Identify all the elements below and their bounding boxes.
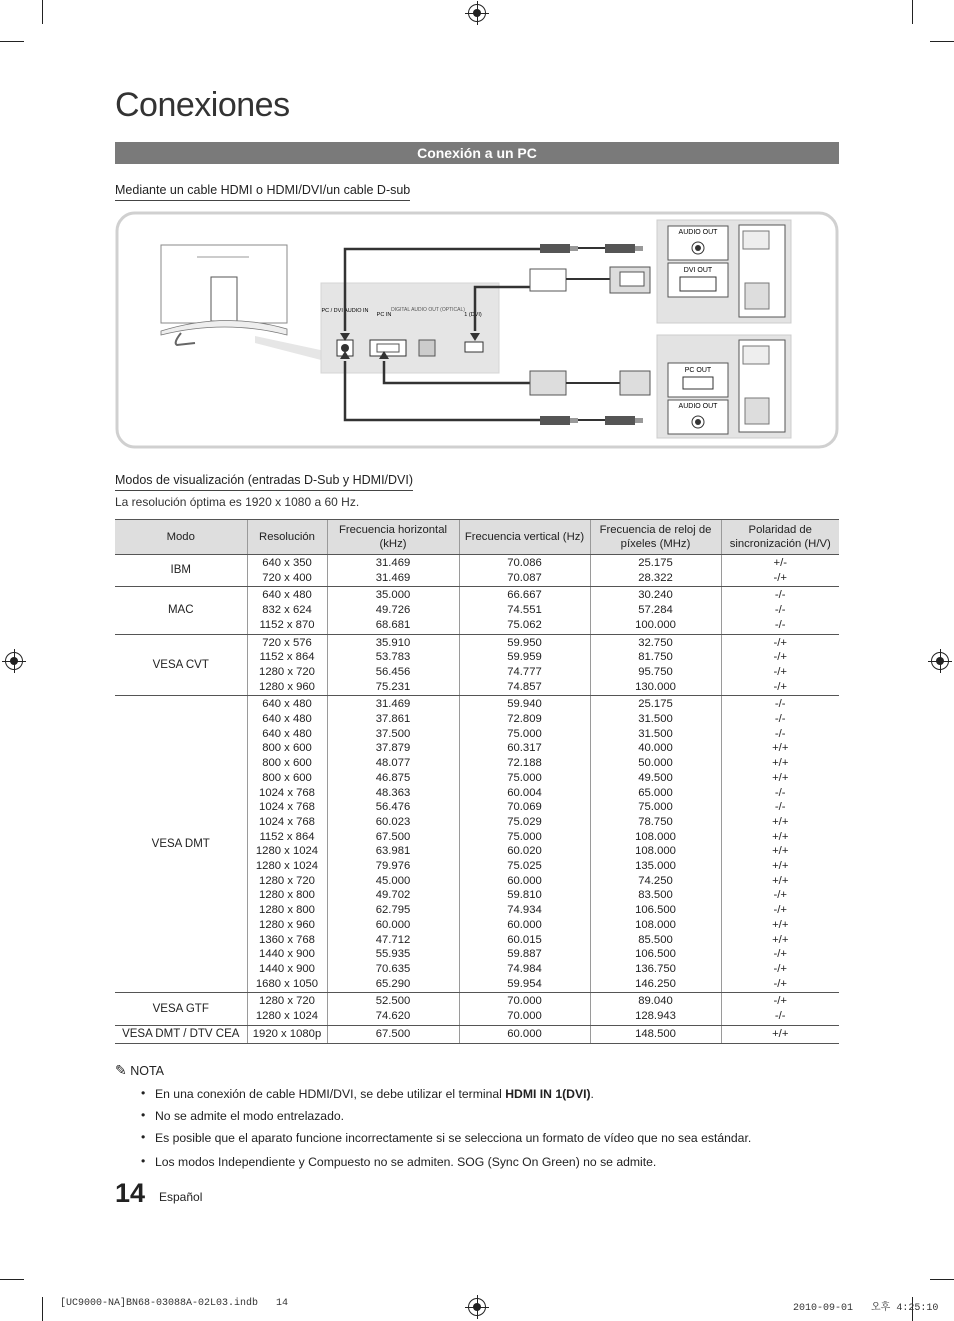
cell-value: 75.231 bbox=[375, 680, 411, 693]
registration-mark-icon bbox=[468, 4, 486, 22]
cell-value: 60.000 bbox=[507, 874, 542, 887]
svg-text:AUDIO OUT: AUDIO OUT bbox=[678, 403, 718, 410]
cell-value: 56.456 bbox=[375, 665, 411, 678]
cell-value: 53.783 bbox=[375, 651, 411, 664]
cell-value: 1360 x 768 bbox=[259, 933, 315, 946]
cell-value: 100.000 bbox=[635, 618, 676, 631]
crop-mark bbox=[912, 0, 913, 24]
cell-value: 1280 x 960 bbox=[259, 918, 315, 931]
cell-value: 65.000 bbox=[638, 786, 673, 799]
cell-value: -/+ bbox=[773, 995, 787, 1008]
polarity-cell bbox=[721, 587, 839, 634]
table-row bbox=[115, 634, 839, 696]
tv-port-label: 1 (DVI) bbox=[464, 312, 482, 318]
cell-value: -/+ bbox=[773, 904, 787, 917]
page-title: Conexiones bbox=[115, 86, 290, 124]
polarity-cell bbox=[721, 993, 839, 1025]
tv-port-label: DIGITAL AUDIO OUT (OPTICAL) bbox=[391, 307, 465, 313]
cell-value: 74.857 bbox=[507, 680, 542, 693]
cell-value: -/+ bbox=[773, 680, 787, 693]
cell-value: 74.984 bbox=[507, 962, 542, 975]
cell-value: +/+ bbox=[772, 757, 789, 770]
cell-value: 67.500 bbox=[375, 1027, 411, 1040]
cell-value: 68.681 bbox=[375, 618, 411, 631]
cell-value: 135.000 bbox=[635, 860, 676, 873]
cell-value: 40.000 bbox=[638, 742, 673, 755]
cell-value: 148.500 bbox=[635, 1027, 676, 1040]
pencil-icon: ✎ bbox=[115, 1062, 127, 1078]
cell-value: 60.004 bbox=[507, 786, 542, 799]
cell-value: 31.469 bbox=[375, 571, 411, 584]
cell-value: 31.500 bbox=[638, 727, 673, 740]
h-freq-cell bbox=[327, 696, 459, 993]
svg-text:AUDIO OUT: AUDIO OUT bbox=[678, 229, 718, 236]
svg-text:PC OUT: PC OUT bbox=[684, 367, 712, 374]
cell-value: 59.954 bbox=[507, 977, 542, 990]
cell-value: 50.000 bbox=[638, 757, 673, 770]
cell-value: -/- bbox=[774, 786, 786, 799]
mode-cell: VESA DMT / DTV CEA bbox=[115, 1025, 247, 1043]
pixel-clock-cell bbox=[590, 634, 721, 696]
cell-value: 59.950 bbox=[507, 636, 542, 649]
pixel-clock-cell bbox=[590, 555, 721, 587]
cell-value: 70.086 bbox=[507, 557, 542, 569]
cell-value: -/- bbox=[774, 589, 786, 602]
cell-value: 56.476 bbox=[375, 801, 411, 814]
cell-value: 75.062 bbox=[507, 618, 542, 631]
cell-value: 32.750 bbox=[638, 636, 673, 649]
cell-value: 83.500 bbox=[638, 889, 673, 902]
table-row bbox=[115, 696, 839, 993]
cell-value: 89.040 bbox=[638, 995, 673, 1008]
cell-value: 1280 x 720 bbox=[259, 995, 315, 1008]
cell-value: 52.500 bbox=[375, 995, 411, 1008]
cell-value: 800 x 600 bbox=[262, 757, 312, 770]
cell-value: 75.000 bbox=[507, 830, 542, 843]
tv-port-label: PC IN bbox=[376, 312, 392, 318]
h-freq-cell bbox=[327, 587, 459, 634]
v-freq-cell bbox=[459, 696, 590, 993]
cell-value: -/+ bbox=[773, 665, 787, 678]
column-header: Polaridad de sincronización (H/V) bbox=[721, 520, 839, 555]
cell-value: 106.500 bbox=[635, 904, 676, 917]
cell-value: -/- bbox=[774, 698, 786, 711]
cell-value: +/+ bbox=[772, 771, 789, 784]
pixel-clock-cell bbox=[590, 696, 721, 993]
cell-value: -/+ bbox=[773, 636, 787, 649]
cell-value: 108.000 bbox=[635, 918, 676, 931]
cell-value: +/- bbox=[773, 557, 787, 569]
cell-value: 74.250 bbox=[638, 874, 673, 887]
display-modes-table bbox=[115, 519, 839, 1044]
cell-value: 1152 x 870 bbox=[259, 618, 315, 631]
cell-value: 640 x 480 bbox=[262, 713, 312, 726]
cell-value: 37.500 bbox=[375, 727, 411, 740]
polarity-cell bbox=[721, 634, 839, 696]
cell-value: -/- bbox=[774, 1010, 786, 1023]
column-header: Frecuencia vertical (Hz) bbox=[459, 520, 590, 555]
cell-value: 640 x 480 bbox=[262, 698, 312, 711]
h-freq-cell bbox=[327, 555, 459, 587]
v-freq-cell bbox=[459, 555, 590, 587]
pixel-clock-cell bbox=[590, 587, 721, 634]
page-number: 14 bbox=[115, 1178, 146, 1208]
cell-value: +/+ bbox=[772, 860, 789, 873]
cell-value: 75.029 bbox=[507, 815, 542, 828]
cell-value: 63.981 bbox=[375, 845, 411, 858]
cell-value: +/+ bbox=[772, 874, 789, 887]
cell-value: -/+ bbox=[773, 889, 787, 902]
cell-value: 74.934 bbox=[507, 904, 542, 917]
cell-value: 832 x 624 bbox=[262, 604, 312, 617]
mode-cell: MAC bbox=[115, 587, 247, 634]
tv-port-panel bbox=[321, 283, 499, 373]
cell-value: 1440 x 900 bbox=[259, 948, 315, 961]
polarity-cell bbox=[721, 1025, 839, 1043]
cell-value: 31.500 bbox=[638, 713, 673, 726]
cell-value: 1280 x 1024 bbox=[255, 1010, 319, 1023]
cell-value: 37.879 bbox=[375, 742, 411, 755]
registration-mark-icon bbox=[5, 652, 23, 670]
cell-value: 108.000 bbox=[635, 845, 676, 858]
cell-value: 62.795 bbox=[375, 904, 411, 917]
cell-value: 81.750 bbox=[638, 651, 673, 664]
cell-value: -/+ bbox=[773, 571, 787, 584]
optimal-resolution-text: La resolución óptima es 1920 x 1080 a 60 Hz. bbox=[115, 495, 360, 509]
cell-value: 640 x 480 bbox=[262, 589, 312, 602]
column-header: Frecuencia horizontal (kHz) bbox=[327, 520, 459, 555]
cell-value: 106.500 bbox=[635, 948, 676, 961]
cell-value: 60.317 bbox=[507, 742, 542, 755]
cell-value: 1024 x 768 bbox=[259, 801, 315, 814]
cell-value: +/+ bbox=[772, 845, 789, 858]
polarity-cell bbox=[721, 555, 839, 587]
cell-value: 74.777 bbox=[507, 665, 542, 678]
cell-value: 70.000 bbox=[507, 1010, 542, 1023]
cell-value: -/- bbox=[774, 801, 786, 814]
crop-mark bbox=[42, 1297, 43, 1321]
cell-value: 75.025 bbox=[507, 860, 542, 873]
cell-value: 49.500 bbox=[638, 771, 673, 784]
cell-value: 31.469 bbox=[375, 698, 411, 711]
cell-value: 35.910 bbox=[375, 636, 411, 649]
table-row bbox=[115, 993, 839, 1025]
cell-value: -/- bbox=[774, 713, 786, 726]
resolutions-cell bbox=[247, 587, 327, 634]
connection-diagram bbox=[115, 211, 839, 449]
cell-value: 74.620 bbox=[375, 1010, 411, 1023]
cell-value: 1280 x 960 bbox=[259, 680, 315, 693]
cell-value: 85.500 bbox=[638, 933, 673, 946]
cell-value: +/+ bbox=[772, 742, 789, 755]
cell-value: 31.469 bbox=[375, 557, 411, 569]
cell-value: -/- bbox=[774, 727, 786, 740]
column-header: Frecuencia de reloj de píxeles (MHz) bbox=[590, 520, 721, 555]
pixel-clock-cell bbox=[590, 993, 721, 1025]
cell-value: 75.000 bbox=[507, 727, 542, 740]
mode-cell: VESA DMT bbox=[115, 696, 247, 993]
mode-cell: VESA GTF bbox=[115, 993, 247, 1025]
tv-port-label: PC / DVI AUDIO IN bbox=[321, 308, 369, 314]
cell-value: 65.290 bbox=[375, 977, 411, 990]
cell-value: 1024 x 768 bbox=[259, 786, 315, 799]
cell-value: 75.000 bbox=[507, 771, 542, 784]
polarity-cell bbox=[721, 696, 839, 993]
cell-value: +/+ bbox=[772, 933, 789, 946]
page-language: Español bbox=[159, 1190, 203, 1204]
cell-value: 66.667 bbox=[507, 589, 542, 602]
h-freq-cell bbox=[327, 634, 459, 696]
cell-value: -/+ bbox=[773, 962, 787, 975]
cell-value: 136.750 bbox=[635, 962, 676, 975]
svg-text:DVI OUT: DVI OUT bbox=[683, 267, 713, 274]
cell-value: 67.500 bbox=[375, 830, 411, 843]
pc-panel-top bbox=[657, 220, 791, 323]
cell-value: 49.726 bbox=[375, 604, 411, 617]
mode-cell: IBM bbox=[115, 555, 247, 587]
cell-value: 37.861 bbox=[375, 713, 411, 726]
cell-value: -/+ bbox=[773, 651, 787, 664]
cell-value: 1440 x 900 bbox=[259, 962, 315, 975]
cell-value: 1152 x 864 bbox=[259, 651, 315, 664]
cell-value: 60.000 bbox=[507, 918, 542, 931]
cell-value: +/+ bbox=[772, 1027, 789, 1040]
note-heading bbox=[115, 1062, 164, 1079]
cell-value: 1024 x 768 bbox=[259, 815, 315, 828]
cell-value: 1280 x 1024 bbox=[255, 845, 319, 858]
cell-value: -/+ bbox=[773, 948, 787, 961]
cell-value: 640 x 350 bbox=[262, 557, 312, 569]
cell-value: 55.935 bbox=[375, 948, 411, 961]
resolutions-cell bbox=[247, 993, 327, 1025]
cell-value: 48.363 bbox=[375, 786, 411, 799]
cell-value: 1280 x 800 bbox=[259, 904, 315, 917]
cell-value: 72.809 bbox=[507, 713, 542, 726]
cell-value: 72.188 bbox=[507, 757, 542, 770]
cell-value: 74.551 bbox=[507, 604, 542, 617]
cell-value: 49.702 bbox=[375, 889, 411, 902]
v-freq-cell bbox=[459, 587, 590, 634]
cell-value: 25.175 bbox=[638, 698, 673, 711]
resolutions-cell bbox=[247, 696, 327, 993]
resolutions-cell bbox=[247, 555, 327, 587]
column-header: Resolución bbox=[247, 520, 327, 555]
crop-mark bbox=[930, 41, 954, 42]
v-freq-cell bbox=[459, 634, 590, 696]
cell-value: 60.020 bbox=[507, 845, 542, 858]
resolutions-cell bbox=[247, 634, 327, 696]
mode-cell: VESA CVT bbox=[115, 634, 247, 696]
cell-value: 70.635 bbox=[375, 962, 411, 975]
cell-value: -/+ bbox=[773, 977, 787, 990]
cell-value: +/+ bbox=[772, 815, 789, 828]
cell-value: 60.015 bbox=[507, 933, 542, 946]
column-header: Modo bbox=[115, 520, 247, 555]
cell-value: 79.976 bbox=[375, 860, 411, 873]
cell-value: 28.322 bbox=[638, 571, 673, 584]
cell-value: 146.250 bbox=[635, 977, 676, 990]
cell-value: 1280 x 720 bbox=[259, 874, 315, 887]
cell-value: 720 x 400 bbox=[262, 571, 312, 584]
cell-value: 800 x 600 bbox=[262, 771, 312, 784]
modes-subheading: Modos de visualización (entradas D-Sub y HDMI/DVI) bbox=[115, 473, 413, 491]
cell-value: 35.000 bbox=[375, 589, 411, 602]
cell-value: 800 x 600 bbox=[262, 742, 312, 755]
cell-value: 59.887 bbox=[507, 948, 542, 961]
h-freq-cell bbox=[327, 1025, 459, 1043]
table-row bbox=[115, 555, 839, 587]
cell-value: 25.175 bbox=[638, 557, 673, 569]
crop-mark bbox=[930, 1279, 954, 1280]
cell-value: +/+ bbox=[772, 830, 789, 843]
cell-value: 1280 x 1024 bbox=[255, 860, 319, 873]
pixel-clock-cell bbox=[590, 1025, 721, 1043]
cell-value: 59.959 bbox=[507, 651, 542, 664]
crop-mark bbox=[0, 1279, 24, 1280]
section-title: Conexión a un PC bbox=[115, 142, 839, 164]
h-freq-cell bbox=[327, 993, 459, 1025]
cell-value: 130.000 bbox=[635, 680, 676, 693]
cell-value: 70.069 bbox=[507, 801, 542, 814]
note-label: NOTA bbox=[130, 1064, 165, 1078]
table-row bbox=[115, 1025, 839, 1043]
cell-value: 47.712 bbox=[375, 933, 411, 946]
cell-value: 75.000 bbox=[638, 801, 673, 814]
cell-value: 70.000 bbox=[507, 995, 542, 1008]
resolutions-cell bbox=[247, 1025, 327, 1043]
cell-value: 1280 x 720 bbox=[259, 665, 315, 678]
cell-value: 640 x 480 bbox=[262, 727, 312, 740]
cell-value: 60.023 bbox=[375, 815, 411, 828]
cell-value: 60.000 bbox=[507, 1027, 542, 1040]
table-row bbox=[115, 587, 839, 634]
cell-value: 108.000 bbox=[635, 830, 676, 843]
cell-value: 70.087 bbox=[507, 571, 542, 584]
cell-value: 1280 x 800 bbox=[259, 889, 315, 902]
cell-value: 1152 x 864 bbox=[259, 830, 315, 843]
registration-mark-icon bbox=[931, 652, 949, 670]
cell-value: 57.284 bbox=[638, 604, 673, 617]
cell-value: 1920 x 1080p bbox=[252, 1027, 322, 1040]
cell-value: 46.875 bbox=[375, 771, 411, 784]
cell-value: 59.810 bbox=[507, 889, 542, 902]
cell-value: -/- bbox=[774, 604, 786, 617]
print-date: 2010-09-01 오후 4:25:10 bbox=[793, 1303, 939, 1314]
cell-value: 95.750 bbox=[638, 665, 673, 678]
cell-value: +/+ bbox=[772, 918, 789, 931]
cell-value: 128.943 bbox=[635, 1010, 676, 1023]
cell-value: 59.940 bbox=[507, 698, 542, 711]
v-freq-cell bbox=[459, 993, 590, 1025]
registration-mark-icon bbox=[468, 1298, 486, 1316]
cell-value: 78.750 bbox=[638, 815, 673, 828]
cell-value: 720 x 576 bbox=[262, 636, 312, 649]
cell-value: -/- bbox=[774, 618, 786, 631]
cell-value: 45.000 bbox=[375, 874, 411, 887]
crop-mark bbox=[42, 0, 43, 24]
print-file-info: [UC9000-NA]BN68-03088A-02L03.indb 14 bbox=[60, 1298, 289, 1309]
cell-value: 1680 x 1050 bbox=[255, 977, 319, 990]
pc-panel-bottom bbox=[657, 335, 791, 438]
cell-value: 60.000 bbox=[375, 918, 411, 931]
cable-subheading: Mediante un cable HDMI o HDMI/DVI/un cable D-sub bbox=[115, 183, 410, 201]
cell-value: 30.240 bbox=[638, 589, 673, 602]
crop-mark bbox=[0, 41, 24, 42]
v-freq-cell bbox=[459, 1025, 590, 1043]
cell-value: 48.077 bbox=[375, 757, 411, 770]
